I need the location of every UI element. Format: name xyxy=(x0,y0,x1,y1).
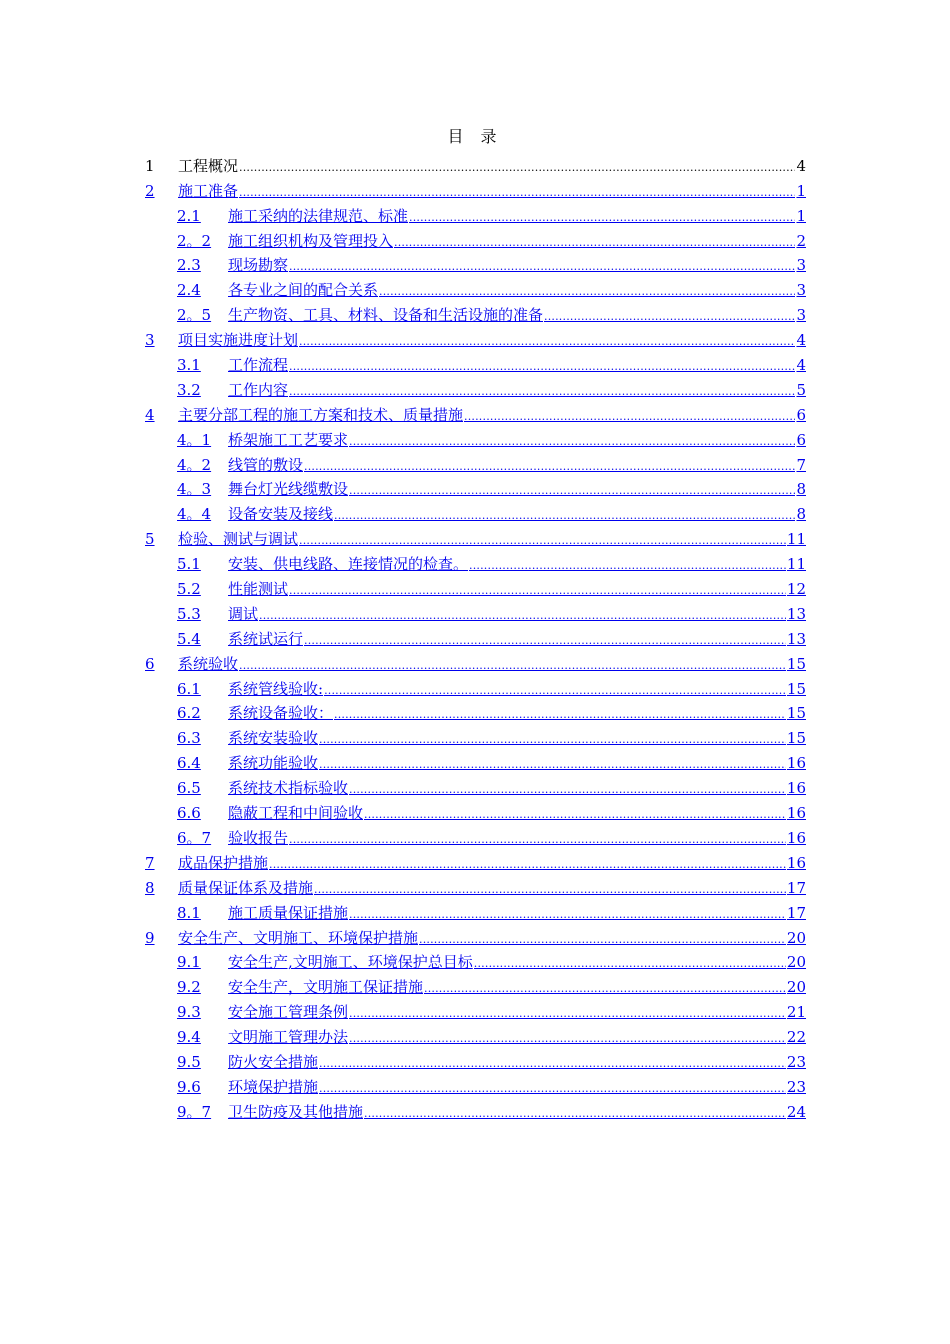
toc-page-number: 3 xyxy=(796,306,806,325)
toc-page-number: 7 xyxy=(796,455,806,474)
toc-entry-label: 设备安装及接线 xyxy=(228,505,334,524)
toc-entry-label: 系统设备验收： xyxy=(228,704,334,723)
toc-entry-number: 2。2 xyxy=(177,231,212,250)
toc-dot-leader xyxy=(289,356,795,374)
toc-page-number: 3 xyxy=(796,281,806,300)
toc-page-number: 12 xyxy=(786,580,806,599)
table-of-contents xyxy=(145,150,806,1121)
toc-entry-number: 9.6 xyxy=(177,1077,201,1096)
toc-subentry[interactable] xyxy=(177,548,806,573)
toc-title: 目 录 xyxy=(447,127,503,146)
toc-subentry[interactable] xyxy=(177,1071,806,1096)
toc-entry xyxy=(145,150,806,175)
toc-entry-label: 安全施工管理条例 xyxy=(228,1003,349,1022)
toc-subentry[interactable] xyxy=(177,424,806,449)
toc-dot-leader xyxy=(334,704,786,722)
toc-page-number: 1 xyxy=(796,206,806,225)
toc-subentry[interactable] xyxy=(177,374,806,399)
toc-subentry[interactable] xyxy=(177,698,806,723)
toc-entry-number: 6.2 xyxy=(177,704,201,723)
toc-dot-leader xyxy=(469,555,786,573)
toc-subentry[interactable] xyxy=(177,673,806,698)
toc-entry-number: 4。2 xyxy=(177,455,212,474)
toc-entry-label: 性能测试 xyxy=(228,580,289,599)
toc-entry-label: 线管的敷设 xyxy=(228,455,304,474)
toc-entry-label: 施工质量保证措施 xyxy=(228,903,349,922)
toc-subentry[interactable] xyxy=(177,225,806,250)
toc-dot-leader xyxy=(239,655,786,673)
toc-entry-label: 系统功能验收 xyxy=(228,754,319,773)
toc-entry-number: 4。1 xyxy=(177,430,212,449)
toc-dot-leader xyxy=(394,232,795,250)
toc-entry-number: 5.4 xyxy=(177,629,201,648)
toc-entry-label: 安全生产，文明施工保证措施 xyxy=(228,978,424,997)
toc-entry-number: 6 xyxy=(145,654,155,673)
toc-entry[interactable] xyxy=(145,523,806,548)
toc-page-number: 4 xyxy=(796,156,806,175)
toc-page-number: 2 xyxy=(796,231,806,250)
toc-entry-label: 系统验收 xyxy=(178,654,239,673)
toc-entry-number: 3.1 xyxy=(177,356,201,375)
toc-entry-number: 6.6 xyxy=(177,804,201,823)
toc-dot-leader xyxy=(349,1028,786,1046)
toc-subentry[interactable] xyxy=(177,598,806,623)
toc-page-number: 22 xyxy=(786,1028,806,1047)
toc-subentry[interactable] xyxy=(177,250,806,275)
toc-entry-label: 桥架施工工艺要求 xyxy=(228,430,349,449)
toc-entry[interactable] xyxy=(145,648,806,673)
toc-entry-label: 舞台灯光线缆敷设 xyxy=(228,480,349,499)
toc-entry-number: 4。4 xyxy=(177,505,212,524)
toc-page-number: 13 xyxy=(786,604,806,623)
toc-page-number: 16 xyxy=(786,754,806,773)
toc-entry-number: 5.1 xyxy=(177,555,201,574)
toc-page-number: 16 xyxy=(786,828,806,847)
toc-entry-label: 安装、供电线路、连接情况的检查。 xyxy=(228,555,469,574)
toc-entry-number: 8.1 xyxy=(177,903,201,922)
toc-dot-leader xyxy=(289,829,786,847)
toc-page-number: 8 xyxy=(796,480,806,499)
toc-page-number: 16 xyxy=(786,853,806,872)
toc-subentry[interactable] xyxy=(177,772,806,797)
toc-dot-leader xyxy=(289,381,795,399)
toc-dot-leader xyxy=(364,804,786,822)
toc-entry-number: 3.2 xyxy=(177,380,201,399)
toc-page-number: 20 xyxy=(786,953,806,972)
toc-page-number: 23 xyxy=(786,1052,806,1071)
toc-dot-leader xyxy=(349,480,795,498)
toc-dot-leader xyxy=(364,1103,786,1121)
toc-page-number: 4 xyxy=(796,331,806,350)
toc-subentry[interactable] xyxy=(177,747,806,772)
toc-entry-label: 工作内容 xyxy=(228,380,289,399)
toc-dot-leader xyxy=(299,530,786,548)
toc-dot-leader xyxy=(349,904,786,922)
toc-entry-label: 系统安装验收 xyxy=(228,729,319,748)
toc-page-number: 20 xyxy=(786,928,806,947)
toc-page-number: 15 xyxy=(786,704,806,723)
toc-dot-leader xyxy=(269,854,786,872)
toc-page-number: 6 xyxy=(796,405,806,424)
toc-subentry[interactable] xyxy=(177,200,806,225)
toc-subentry[interactable] xyxy=(177,498,806,523)
toc-entry-label: 项目实施进度计划 xyxy=(178,331,299,350)
toc-entry-label: 各专业之间的配合关系 xyxy=(228,281,379,300)
toc-entry-number: 6。7 xyxy=(177,828,212,847)
toc-subentry[interactable] xyxy=(177,299,806,324)
toc-dot-leader xyxy=(409,207,795,225)
toc-page-number: 11 xyxy=(786,530,806,549)
toc-dot-leader xyxy=(304,456,795,474)
toc-page-number: 16 xyxy=(786,804,806,823)
toc-dot-leader xyxy=(464,406,795,424)
toc-entry-number: 2.3 xyxy=(177,256,201,275)
toc-subentry[interactable] xyxy=(177,822,806,847)
toc-subentry[interactable] xyxy=(177,971,806,996)
toc-entry-label: 调试 xyxy=(228,604,259,623)
toc-entry-number: 6.1 xyxy=(177,679,201,698)
toc-page-number: 15 xyxy=(786,654,806,673)
toc-entry[interactable] xyxy=(145,324,806,349)
toc-dot-leader xyxy=(474,953,786,971)
toc-entry-label: 生产物资、工具、材料、设备和生活设施的准备 xyxy=(228,306,544,325)
toc-page-number: 20 xyxy=(786,978,806,997)
toc-entry-label: 文明施工管理办法 xyxy=(228,1028,349,1047)
toc-entry[interactable] xyxy=(145,872,806,897)
toc-dot-leader xyxy=(424,978,786,996)
toc-entry-number: 5.3 xyxy=(177,604,201,623)
toc-dot-leader xyxy=(319,1053,786,1071)
toc-entry-number: 2.1 xyxy=(177,206,201,225)
toc-page-number: 21 xyxy=(786,1003,806,1022)
toc-page-number: 4 xyxy=(796,356,806,375)
toc-subentry[interactable] xyxy=(177,1096,806,1121)
toc-subentry[interactable] xyxy=(177,623,806,648)
toc-entry-number: 6.5 xyxy=(177,779,201,798)
toc-dot-leader xyxy=(349,1003,786,1021)
toc-page-number: 17 xyxy=(786,903,806,922)
toc-entry-label: 工作流程 xyxy=(228,356,289,375)
toc-subentry[interactable] xyxy=(177,349,806,374)
toc-page-number: 15 xyxy=(786,729,806,748)
toc-dot-leader xyxy=(289,256,795,274)
toc-entry-number: 9 xyxy=(145,928,155,947)
toc-entry-number: 4。3 xyxy=(177,480,212,499)
toc-entry[interactable] xyxy=(145,922,806,947)
toc-page-number: 5 xyxy=(796,380,806,399)
toc-dot-leader xyxy=(379,281,795,299)
toc-dot-leader xyxy=(304,630,786,648)
toc-entry-number: 2 xyxy=(145,181,155,200)
toc-entry-label: 卫生防疫及其他措施 xyxy=(228,1102,364,1121)
toc-entry-number: 7 xyxy=(145,853,155,872)
toc-subentry[interactable] xyxy=(177,573,806,598)
toc-subentry[interactable] xyxy=(177,1046,806,1071)
toc-entry-number: 9.1 xyxy=(177,953,201,972)
toc-entry-number: 5.2 xyxy=(177,580,201,599)
toc-entry-number: 9.5 xyxy=(177,1052,201,1071)
toc-entry[interactable] xyxy=(145,847,806,872)
toc-entry-label: 主要分部工程的施工方案和技术、质量措施 xyxy=(178,405,464,424)
toc-dot-leader xyxy=(239,157,795,175)
toc-subentry[interactable] xyxy=(177,1021,806,1046)
toc-page-number: 11 xyxy=(786,555,806,574)
toc-entry-number: 6.4 xyxy=(177,754,201,773)
toc-page-number: 16 xyxy=(786,779,806,798)
toc-dot-leader xyxy=(314,879,786,897)
toc-entry-number: 5 xyxy=(145,530,155,549)
toc-page-number: 3 xyxy=(796,256,806,275)
toc-entry-label: 质量保证体系及措施 xyxy=(178,878,314,897)
toc-dot-leader xyxy=(239,182,795,200)
toc-dot-leader xyxy=(324,680,786,698)
toc-entry-number: 4 xyxy=(145,405,155,424)
toc-subentry[interactable] xyxy=(177,947,806,972)
toc-entry-label: 工程概况 xyxy=(178,156,239,175)
toc-page-number: 6 xyxy=(796,430,806,449)
toc-subentry[interactable] xyxy=(177,722,806,747)
toc-entry-label: 施工准备 xyxy=(178,181,239,200)
toc-entry-label: 系统管线验收: xyxy=(228,679,324,698)
toc-dot-leader xyxy=(319,1078,786,1096)
toc-entry-label: 成品保护措施 xyxy=(178,853,269,872)
toc-entry-number: 9.4 xyxy=(177,1028,201,1047)
toc-entry-label: 现场勘察 xyxy=(228,256,289,275)
toc-dot-leader xyxy=(319,754,786,772)
toc-subentry[interactable] xyxy=(177,449,806,474)
toc-dot-leader xyxy=(319,729,786,747)
toc-entry-label: 系统试运行 xyxy=(228,629,304,648)
toc-entry-label: 环境保护措施 xyxy=(228,1077,319,1096)
toc-page-number: 1 xyxy=(796,181,806,200)
toc-entry-label: 安全生产,文明施工、环境保护总目标 xyxy=(228,953,473,972)
toc-entry-number: 2.4 xyxy=(177,281,201,300)
toc-entry[interactable] xyxy=(145,399,806,424)
toc-entry-number: 2。5 xyxy=(177,306,212,325)
toc-entry[interactable] xyxy=(145,175,806,200)
toc-dot-leader xyxy=(289,580,786,598)
toc-dot-leader xyxy=(259,605,786,623)
toc-subentry[interactable] xyxy=(177,474,806,499)
toc-entry-label: 施工采纳的法律规范、标准 xyxy=(228,206,409,225)
toc-entry-label: 检验、测试与调试 xyxy=(178,530,299,549)
toc-dot-leader xyxy=(419,929,786,947)
toc-entry-number: 9。7 xyxy=(177,1102,212,1121)
toc-entry-label: 防火安全措施 xyxy=(228,1052,319,1071)
toc-dot-leader xyxy=(334,505,795,523)
toc-entry-number: 3 xyxy=(145,331,155,350)
toc-entry-label: 系统技术指标验收 xyxy=(228,779,349,798)
toc-page-number: 8 xyxy=(796,505,806,524)
toc-entry-label: 验收报告 xyxy=(228,828,289,847)
toc-entry-number: 6.3 xyxy=(177,729,201,748)
toc-entry-label: 隐蔽工程和中间验收 xyxy=(228,804,364,823)
toc-dot-leader xyxy=(349,779,786,797)
toc-subentry[interactable] xyxy=(177,797,806,822)
toc-page-number: 23 xyxy=(786,1077,806,1096)
toc-dot-leader xyxy=(544,306,795,324)
toc-entry-label: 施工组织机构及管理投入 xyxy=(228,231,394,250)
toc-dot-leader xyxy=(349,431,795,449)
toc-entry-number: 8 xyxy=(145,878,155,897)
toc-page-number: 17 xyxy=(786,878,806,897)
toc-subentry[interactable] xyxy=(177,897,806,922)
toc-entry-number: 1 xyxy=(145,156,155,175)
toc-page-number: 13 xyxy=(786,629,806,648)
toc-subentry[interactable] xyxy=(177,274,806,299)
toc-entry-label: 安全生产、文明施工、环境保护措施 xyxy=(178,928,419,947)
toc-entry-number: 9.3 xyxy=(177,1003,201,1022)
toc-page-number: 24 xyxy=(786,1102,806,1121)
toc-subentry[interactable] xyxy=(177,996,806,1021)
toc-page-number: 15 xyxy=(786,679,806,698)
toc-entry-number: 9.2 xyxy=(177,978,201,997)
toc-dot-leader xyxy=(299,331,795,349)
